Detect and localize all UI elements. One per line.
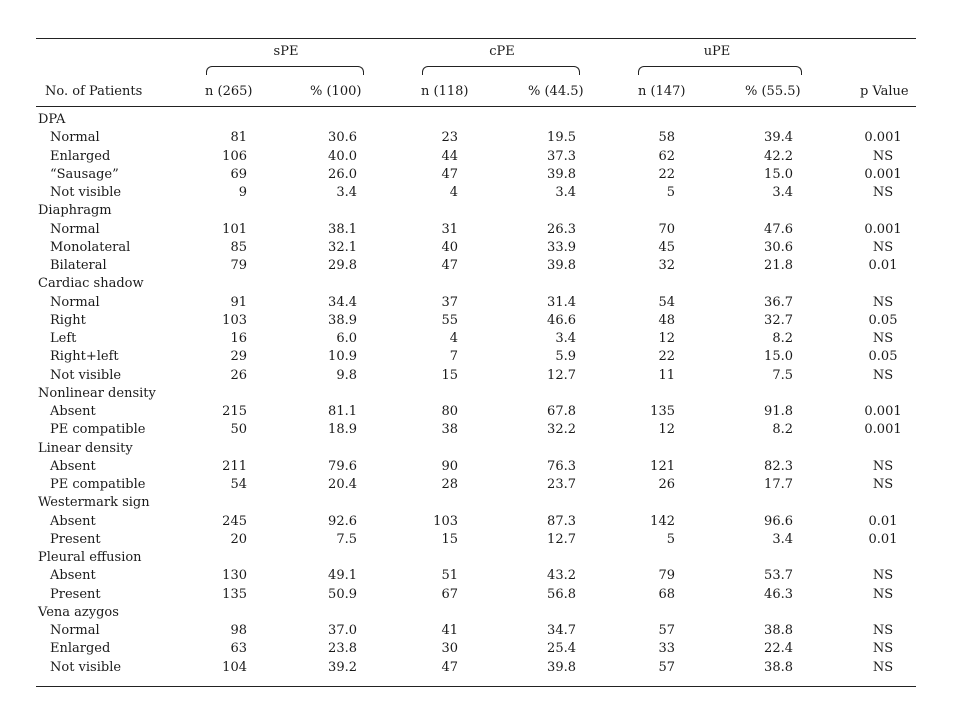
column-header-cpe-pct: % (44.5) bbox=[528, 84, 584, 99]
cell-spe-n: 101 bbox=[222, 221, 247, 237]
row-label: Present bbox=[50, 586, 101, 602]
cell-spe-n: 130 bbox=[222, 568, 247, 584]
section-row bbox=[0, 385, 960, 403]
cell-cpe-pct: 32.2 bbox=[547, 422, 576, 438]
cell-upe-n: 48 bbox=[658, 312, 675, 328]
table-row bbox=[0, 622, 960, 640]
cell-spe-n: 135 bbox=[222, 586, 247, 602]
cell-pvalue: 0.05 bbox=[868, 349, 898, 365]
cell-cpe-pct: 23.7 bbox=[547, 477, 576, 492]
table-row bbox=[0, 586, 960, 604]
group-header-upe: uPE bbox=[703, 44, 731, 59]
table-row bbox=[0, 148, 960, 166]
cell-pvalue: NS bbox=[872, 239, 894, 255]
cell-pvalue: 0.05 bbox=[868, 312, 898, 328]
cell-cpe-pct: 67.8 bbox=[547, 404, 576, 419]
row-label: Not visible bbox=[50, 367, 122, 383]
cell-spe-n: 20 bbox=[230, 531, 247, 547]
cell-spe-n: 98 bbox=[230, 623, 247, 638]
section-row bbox=[0, 275, 960, 293]
cell-spe-pct: 7.5 bbox=[336, 531, 357, 547]
table-row bbox=[0, 129, 960, 147]
cell-upe-n: 32 bbox=[658, 258, 675, 273]
cell-pvalue: 0.01 bbox=[868, 531, 898, 547]
column-header-cpe-n: n (118) bbox=[421, 84, 469, 99]
cell-upe-pct: 17.7 bbox=[764, 477, 793, 492]
cell-upe-pct: 91.8 bbox=[764, 404, 793, 419]
cell-upe-pct: 39.4 bbox=[764, 130, 793, 146]
cell-spe-n: 103 bbox=[222, 312, 247, 328]
cell-spe-pct: 49.1 bbox=[328, 568, 357, 584]
cell-pvalue: 0.001 bbox=[864, 221, 902, 237]
table-row bbox=[0, 458, 960, 476]
cell-upe-n: 5 bbox=[666, 531, 675, 547]
cell-upe-n: 5 bbox=[666, 185, 675, 200]
cell-upe-n: 22 bbox=[658, 349, 675, 365]
cell-spe-n: 79 bbox=[230, 258, 247, 273]
cell-cpe-pct: 19.5 bbox=[547, 130, 576, 146]
table-row bbox=[0, 312, 960, 330]
cell-pvalue: NS bbox=[872, 294, 894, 310]
cell-cpe-n: 28 bbox=[441, 477, 458, 492]
cell-spe-pct: 23.8 bbox=[328, 641, 357, 657]
cell-upe-n: 121 bbox=[650, 458, 675, 474]
row-label: Not visible bbox=[50, 185, 122, 200]
cell-cpe-n: 15 bbox=[441, 531, 458, 547]
cell-cpe-pct: 12.7 bbox=[547, 367, 576, 383]
cell-spe-n: 245 bbox=[222, 513, 247, 529]
row-label: Normal bbox=[50, 130, 100, 146]
cell-pvalue: NS bbox=[872, 623, 894, 638]
cell-cpe-pct: 5.9 bbox=[555, 349, 576, 365]
cell-cpe-pct: 39.8 bbox=[547, 166, 576, 182]
row-label: Absent bbox=[50, 404, 96, 419]
cell-spe-n: 106 bbox=[222, 148, 247, 164]
table-row bbox=[0, 421, 960, 439]
cell-upe-pct: 21.8 bbox=[764, 258, 793, 273]
cell-cpe-n: 7 bbox=[449, 349, 458, 365]
cell-spe-pct: 30.6 bbox=[328, 130, 357, 146]
section-row bbox=[0, 549, 960, 567]
cell-upe-n: 58 bbox=[658, 130, 675, 146]
row-label: “Sausage” bbox=[50, 166, 119, 182]
cell-spe-pct: 50.9 bbox=[328, 586, 357, 602]
cell-upe-pct: 47.6 bbox=[764, 221, 793, 237]
section-label: Westermark sign bbox=[38, 495, 150, 511]
section-label: Diaphragm bbox=[38, 203, 112, 219]
cell-cpe-pct: 33.9 bbox=[547, 239, 576, 255]
column-header-spe-n: n (265) bbox=[205, 84, 253, 99]
cell-spe-pct: 34.4 bbox=[328, 294, 357, 310]
cell-spe-n: 211 bbox=[222, 458, 247, 474]
cell-spe-n: 50 bbox=[230, 422, 247, 438]
row-label: Enlarged bbox=[50, 148, 111, 164]
section-row bbox=[0, 604, 960, 622]
cell-upe-n: 11 bbox=[658, 367, 675, 383]
cell-spe-pct: 29.8 bbox=[328, 258, 357, 273]
cell-upe-pct: 46.3 bbox=[764, 586, 793, 602]
cell-cpe-n: 37 bbox=[441, 294, 458, 310]
cell-pvalue: 0.001 bbox=[864, 404, 902, 419]
cell-upe-n: 12 bbox=[658, 422, 675, 438]
cell-pvalue: NS bbox=[872, 586, 894, 602]
section-label: Linear density bbox=[38, 440, 133, 456]
row-label: Absent bbox=[50, 513, 96, 529]
cell-upe-n: 26 bbox=[658, 477, 675, 492]
cell-pvalue: NS bbox=[872, 477, 894, 492]
cell-spe-pct: 20.4 bbox=[328, 477, 357, 492]
cell-cpe-pct: 87.3 bbox=[547, 513, 576, 529]
cell-cpe-pct: 26.3 bbox=[547, 221, 576, 237]
section-label: DPA bbox=[38, 112, 66, 127]
cell-pvalue: NS bbox=[872, 331, 894, 346]
cell-cpe-pct: 39.8 bbox=[547, 258, 576, 273]
cell-spe-pct: 38.9 bbox=[328, 312, 357, 328]
cell-pvalue: NS bbox=[872, 659, 894, 675]
cell-upe-n: 135 bbox=[650, 404, 675, 419]
row-label-header: No. of Patients bbox=[45, 84, 143, 99]
cell-cpe-n: 90 bbox=[441, 458, 458, 474]
cell-cpe-pct: 56.8 bbox=[547, 586, 576, 602]
cell-upe-pct: 8.2 bbox=[772, 422, 793, 438]
table-row bbox=[0, 531, 960, 549]
row-label: Monolateral bbox=[50, 239, 131, 255]
row-label: Normal bbox=[50, 221, 100, 237]
cell-upe-n: 33 bbox=[658, 641, 675, 657]
cell-pvalue: 0.01 bbox=[868, 258, 898, 273]
section-label: Vena azygos bbox=[38, 604, 119, 620]
cell-pvalue: NS bbox=[872, 367, 894, 383]
row-label: Right bbox=[50, 312, 86, 328]
cell-spe-pct: 79.6 bbox=[328, 458, 357, 474]
cell-upe-pct: 22.4 bbox=[764, 641, 793, 657]
cell-cpe-pct: 3.4 bbox=[555, 331, 576, 346]
group-header-cpe: cPE bbox=[489, 44, 515, 59]
cell-spe-pct: 92.6 bbox=[328, 513, 357, 529]
cell-upe-pct: 3.4 bbox=[772, 185, 793, 200]
cell-upe-n: 70 bbox=[658, 221, 675, 237]
cell-upe-n: 62 bbox=[658, 148, 675, 164]
cell-upe-pct: 8.2 bbox=[772, 331, 793, 346]
table-row bbox=[0, 640, 960, 658]
cell-spe-n: 16 bbox=[230, 331, 247, 346]
cell-upe-pct: 3.4 bbox=[772, 531, 793, 547]
cell-cpe-pct: 43.2 bbox=[547, 568, 576, 584]
cell-spe-pct: 6.0 bbox=[336, 331, 357, 346]
cell-cpe-pct: 39.8 bbox=[547, 659, 576, 675]
cell-cpe-pct: 25.4 bbox=[547, 641, 576, 657]
group-header-spe: sPE bbox=[273, 44, 299, 59]
column-header-upe-n: n (147) bbox=[638, 84, 686, 99]
cell-spe-pct: 39.2 bbox=[328, 659, 357, 675]
cell-spe-pct: 26.0 bbox=[328, 166, 357, 182]
cell-cpe-n: 31 bbox=[441, 221, 458, 237]
cell-upe-pct: 96.6 bbox=[764, 513, 793, 529]
table-row bbox=[0, 239, 960, 257]
row-label: PE compatible bbox=[50, 477, 146, 492]
cell-spe-pct: 40.0 bbox=[328, 148, 357, 164]
cell-pvalue: NS bbox=[872, 148, 894, 164]
cell-spe-n: 29 bbox=[230, 349, 247, 365]
cell-upe-n: 142 bbox=[650, 513, 675, 529]
table-row bbox=[0, 166, 960, 184]
row-label: Present bbox=[50, 531, 101, 547]
cell-pvalue: 0.001 bbox=[864, 166, 902, 182]
top-rule bbox=[36, 38, 916, 39]
cell-pvalue: 0.001 bbox=[864, 130, 902, 146]
cell-upe-pct: 53.7 bbox=[764, 568, 793, 584]
section-label: Nonlinear density bbox=[38, 385, 156, 401]
cell-cpe-pct: 3.4 bbox=[555, 185, 576, 200]
cell-cpe-n: 103 bbox=[433, 513, 458, 529]
column-header-spe-pct: % (100) bbox=[310, 84, 362, 99]
table-row bbox=[0, 348, 960, 366]
cell-cpe-n: 67 bbox=[441, 586, 458, 602]
cell-upe-n: 79 bbox=[658, 568, 675, 584]
cell-spe-n: 85 bbox=[230, 239, 247, 255]
section-row bbox=[0, 202, 960, 220]
table-row bbox=[0, 659, 960, 677]
table-row bbox=[0, 257, 960, 275]
cell-upe-pct: 15.0 bbox=[764, 349, 793, 365]
cell-upe-pct: 82.3 bbox=[764, 458, 793, 474]
section-row bbox=[0, 111, 960, 129]
cell-upe-pct: 42.2 bbox=[764, 148, 793, 164]
cell-cpe-n: 55 bbox=[441, 312, 458, 328]
table-row bbox=[0, 476, 960, 494]
bottom-rule bbox=[36, 686, 916, 687]
row-label: Enlarged bbox=[50, 641, 111, 657]
cell-cpe-pct: 37.3 bbox=[547, 148, 576, 164]
cell-spe-pct: 81.1 bbox=[328, 404, 357, 419]
cell-spe-pct: 9.8 bbox=[336, 367, 357, 383]
cell-spe-pct: 10.9 bbox=[328, 349, 357, 365]
cell-upe-pct: 30.6 bbox=[764, 239, 793, 255]
cell-pvalue: NS bbox=[872, 568, 894, 584]
cell-upe-n: 22 bbox=[658, 166, 675, 182]
group-brace-upe bbox=[638, 66, 802, 75]
cell-upe-pct: 7.5 bbox=[772, 367, 793, 383]
cell-spe-pct: 32.1 bbox=[328, 239, 357, 255]
cell-pvalue: NS bbox=[872, 458, 894, 474]
cell-cpe-pct: 76.3 bbox=[547, 458, 576, 474]
table-row bbox=[0, 403, 960, 421]
cell-cpe-pct: 46.6 bbox=[547, 312, 576, 328]
cell-cpe-n: 80 bbox=[441, 404, 458, 419]
row-label: Bilateral bbox=[50, 258, 107, 273]
header-rule bbox=[36, 106, 916, 107]
row-label: Not visible bbox=[50, 659, 122, 675]
cell-spe-n: 81 bbox=[230, 130, 247, 146]
cell-spe-n: 26 bbox=[230, 367, 247, 383]
cell-spe-n: 63 bbox=[230, 641, 247, 657]
cell-cpe-n: 47 bbox=[441, 258, 458, 273]
table-row bbox=[0, 330, 960, 348]
cell-cpe-n: 47 bbox=[441, 166, 458, 182]
cell-cpe-n: 44 bbox=[441, 148, 458, 164]
cell-spe-n: 91 bbox=[230, 294, 247, 310]
cell-spe-n: 104 bbox=[222, 659, 247, 675]
cell-cpe-n: 30 bbox=[441, 641, 458, 657]
row-label: Absent bbox=[50, 568, 96, 584]
column-header-pvalue: p Value bbox=[860, 84, 909, 99]
row-label: PE compatible bbox=[50, 422, 146, 438]
cell-pvalue: NS bbox=[872, 641, 894, 657]
cell-cpe-pct: 12.7 bbox=[547, 531, 576, 547]
cell-pvalue: NS bbox=[872, 185, 894, 200]
cell-cpe-n: 51 bbox=[441, 568, 458, 584]
cell-spe-n: 69 bbox=[230, 166, 247, 182]
cell-upe-n: 45 bbox=[658, 239, 675, 255]
row-label: Right+left bbox=[50, 349, 119, 365]
cell-cpe-n: 15 bbox=[441, 367, 458, 383]
cell-cpe-pct: 34.7 bbox=[547, 623, 576, 638]
cell-spe-pct: 37.0 bbox=[328, 623, 357, 638]
row-label: Normal bbox=[50, 623, 100, 638]
cell-pvalue: 0.001 bbox=[864, 422, 902, 438]
cell-upe-pct: 15.0 bbox=[764, 166, 793, 182]
cell-spe-pct: 18.9 bbox=[328, 422, 357, 438]
section-label: Cardiac shadow bbox=[38, 276, 144, 292]
cell-upe-pct: 32.7 bbox=[764, 312, 793, 328]
cell-spe-pct: 3.4 bbox=[336, 185, 357, 200]
cell-upe-n: 57 bbox=[658, 659, 675, 675]
cell-spe-n: 54 bbox=[230, 477, 247, 492]
group-brace-spe bbox=[206, 66, 364, 75]
cell-spe-n: 9 bbox=[238, 185, 247, 200]
section-row bbox=[0, 440, 960, 458]
row-label: Normal bbox=[50, 294, 100, 310]
section-label: Pleural effusion bbox=[38, 550, 142, 565]
table-row bbox=[0, 567, 960, 585]
cell-cpe-n: 38 bbox=[441, 422, 458, 438]
cell-upe-n: 57 bbox=[658, 623, 675, 638]
cell-cpe-n: 40 bbox=[441, 239, 458, 255]
table-row bbox=[0, 221, 960, 239]
section-row bbox=[0, 494, 960, 512]
cell-cpe-pct: 31.4 bbox=[547, 294, 576, 310]
cell-upe-n: 68 bbox=[658, 586, 675, 602]
cell-spe-n: 215 bbox=[222, 404, 247, 419]
cell-upe-pct: 38.8 bbox=[764, 659, 793, 675]
table-row bbox=[0, 367, 960, 385]
row-label: Left bbox=[50, 331, 77, 346]
group-brace-cpe bbox=[422, 66, 580, 75]
cell-upe-pct: 36.7 bbox=[764, 294, 793, 310]
cell-upe-n: 12 bbox=[658, 331, 675, 346]
cell-upe-n: 54 bbox=[658, 294, 675, 310]
cell-pvalue: 0.01 bbox=[868, 513, 898, 529]
column-header-upe-pct: % (55.5) bbox=[745, 84, 801, 99]
cell-spe-pct: 38.1 bbox=[328, 221, 357, 237]
cell-upe-pct: 38.8 bbox=[764, 623, 793, 638]
cell-cpe-n: 4 bbox=[449, 331, 458, 346]
cell-cpe-n: 41 bbox=[441, 623, 458, 638]
cell-cpe-n: 23 bbox=[441, 130, 458, 146]
table-row bbox=[0, 513, 960, 531]
cell-cpe-n: 47 bbox=[441, 659, 458, 675]
table-row bbox=[0, 184, 960, 202]
table-row bbox=[0, 294, 960, 312]
cell-cpe-n: 4 bbox=[449, 185, 458, 200]
row-label: Absent bbox=[50, 458, 96, 474]
